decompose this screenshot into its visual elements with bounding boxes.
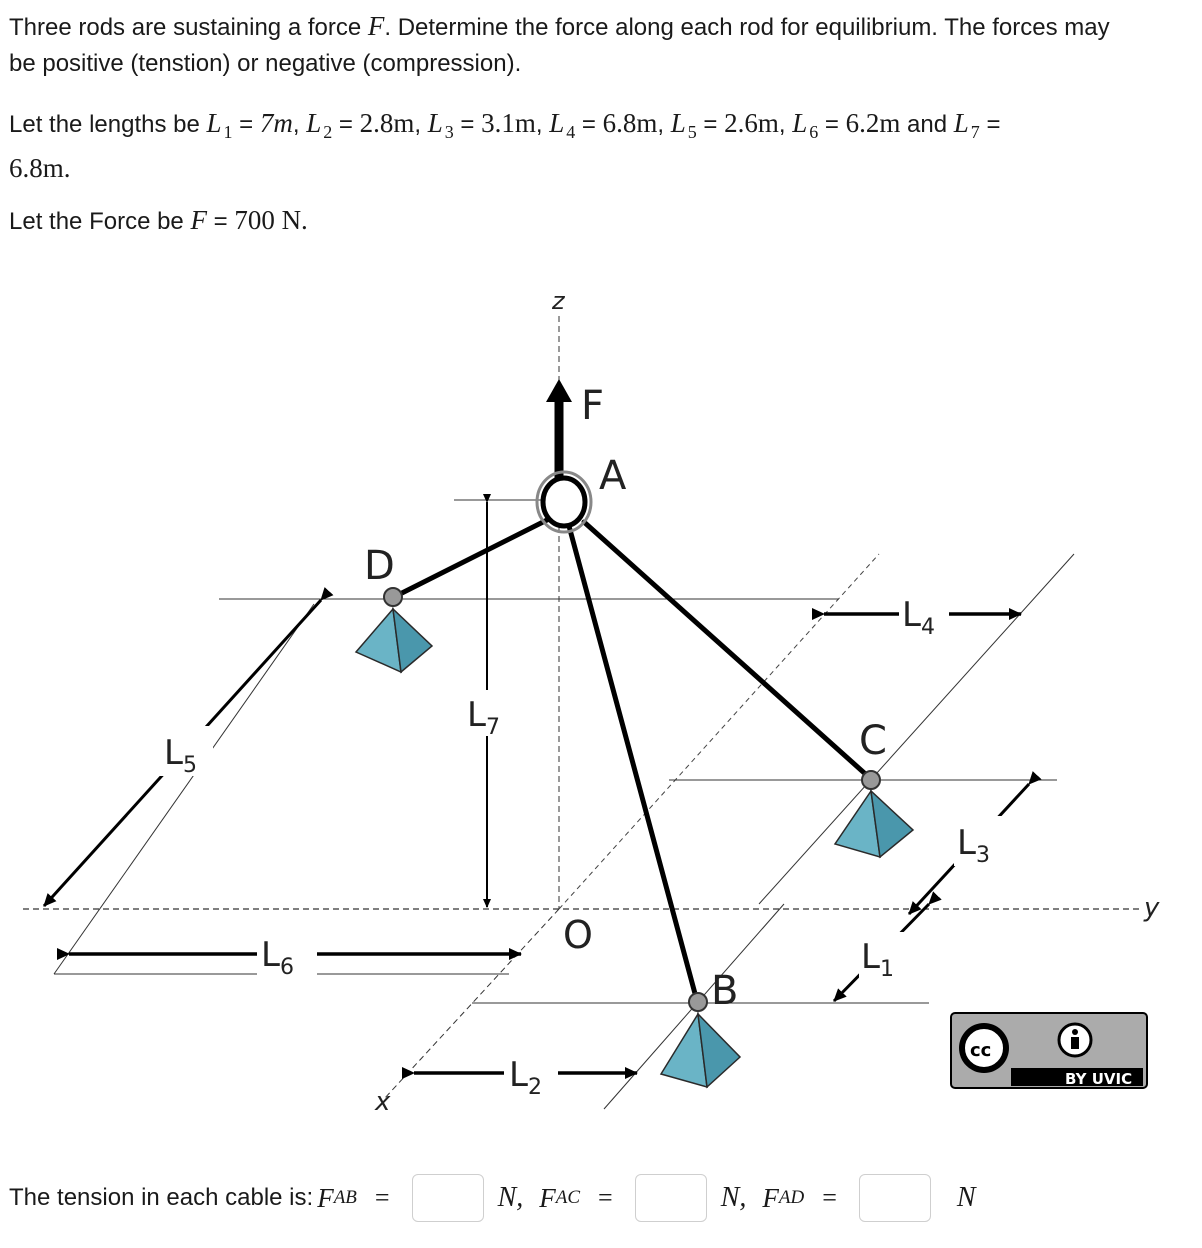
force-arrowhead xyxy=(546,379,572,402)
dim-label-L2: $L_2$ xyxy=(509,1055,542,1100)
L1-value: 7m xyxy=(259,108,293,138)
label-x: x xyxy=(375,1087,391,1117)
label-C: C xyxy=(859,718,887,764)
dim-label-L1: $L_1$ xyxy=(861,937,894,982)
dim-label-L4: $L_4$ xyxy=(902,595,935,640)
problem-statement: Three rods are sustaining a force F. Determine the force along each rod for equilibrium. The forces may be positive (tenstion) or negative (compression). xyxy=(9,11,1110,77)
F-AC-input[interactable] xyxy=(635,1174,707,1222)
support-D xyxy=(356,588,432,672)
dim-label-L6: $L_6$ xyxy=(261,935,294,980)
cc-license-badge xyxy=(951,1013,1147,1088)
label-F: F xyxy=(581,383,605,429)
label-O: O xyxy=(563,913,593,957)
L4-value: 6.8m xyxy=(602,108,658,138)
dim-label-L7: $L_7$ xyxy=(467,695,500,740)
ground-diagonal xyxy=(559,554,879,909)
dimension-arrows xyxy=(44,502,1029,1073)
dim-label-L5: $L_5$ xyxy=(164,733,197,778)
answer-prompt: The tension in each cable is: xyxy=(9,1184,314,1211)
label-y: y xyxy=(1144,893,1160,923)
diagram-svg xyxy=(9,264,1187,1148)
label-z: z xyxy=(552,287,565,315)
force-statement: Let the Force be F = 700 N. xyxy=(9,205,308,235)
dim-label-L3: $L_3$ xyxy=(957,823,990,868)
reference-lines xyxy=(54,500,1074,1109)
L5-value: 2.6m xyxy=(724,108,779,138)
cc-logo-text: cc xyxy=(970,1040,992,1061)
rod-AD xyxy=(394,519,549,597)
L2-value: 2.8m xyxy=(359,108,415,138)
support-C xyxy=(835,771,913,857)
L6-value: 6.2m xyxy=(845,108,901,138)
lengths-statement: Let the lengths be L $_1$ = 7m, L $_2$ = 2.8m, L $_3$ = 3.1m, L $_4$ = 6.8m, L $_5$ = 2.6m, L $_6$ = 6.2m and L $_7$ = 6.8m. xyxy=(9,108,1001,183)
force-symbol: F xyxy=(367,11,385,41)
rods xyxy=(394,519,871,1001)
ring-A xyxy=(543,478,585,526)
F-AB-input[interactable] xyxy=(412,1174,484,1222)
label-A: A xyxy=(599,453,627,499)
license-text: BY UVIC xyxy=(1065,1070,1133,1088)
F-AD-input[interactable] xyxy=(859,1174,931,1222)
rod-diagram xyxy=(9,264,1187,1148)
force-value: 700 N. xyxy=(234,205,308,235)
label-D: D xyxy=(364,543,395,589)
L3-value: 3.1m xyxy=(481,108,536,138)
label-B: B xyxy=(711,968,739,1014)
answer-row: The tension in each cable is: F AB = N, F AC = N, F AD = N xyxy=(9,1172,976,1224)
L7-value: 6.8m. xyxy=(9,153,71,183)
